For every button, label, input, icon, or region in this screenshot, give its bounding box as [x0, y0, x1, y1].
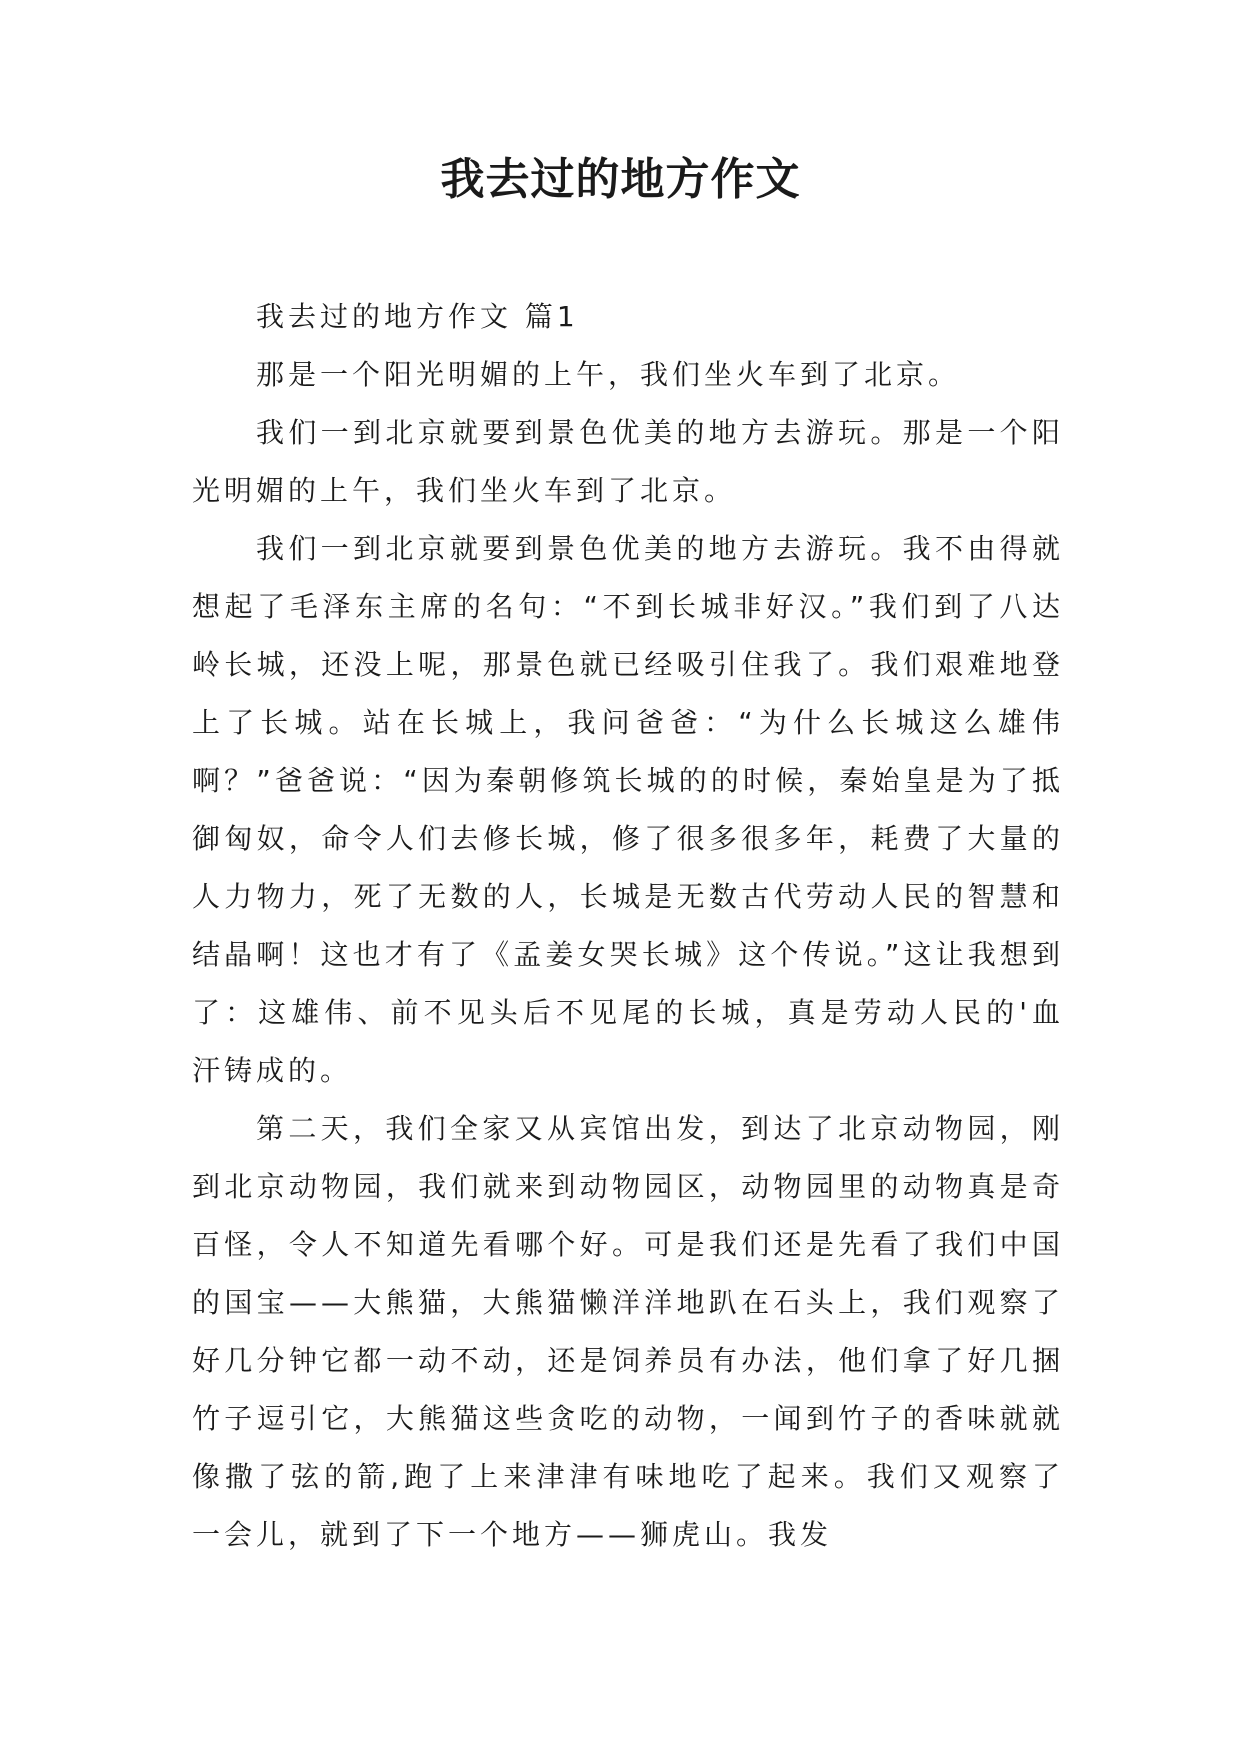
paragraph: 那是一个阳光明媚的上午，我们坐火车到了北京。: [256, 358, 961, 391]
document-title: 我去过的地方作文: [440, 154, 801, 205]
paragraph: 第二天，我们全家又从宾馆出发，到达了北京动物园，刚到北京动物园，我们就来到动物园区，动物园里的动物真是奇百怪，令人不知道先看哪个好。可是我们还是先看了我们中国的国宝——大熊猫，大熊猫懒洋洋地趴在石头上，我们观察了好几分钟它都一动不动，还是饲养员有办法，他们拿了好几捆竹子逗引它，大熊猫这些贪吃的动物，一闻到竹子的香味就就像撒了弦的箭,跑了上来津津有味地吃了起来。我们又观察了一会儿，就到了下一个地方——狮虎山。我发: [192, 1112, 1064, 1551]
paragraph: 我们一到北京就要到景色优美的地方去游玩。那是一个阳光明媚的上午，我们坐火车到了北京。: [192, 416, 1064, 507]
paragraph: 我们一到北京就要到景色优美的地方去游玩。我不由得就想起了毛泽东主席的名句：“不到长城非好汉。”我们到了八达岭长城，还没上呢，那景色就已经吸引住我了。我们艰难地登上了长城。站在长城上，我问爸爸：“为什么长城这么雄伟啊？”爸爸说：“因为秦朝修筑长城的的时候，秦始皇是为了抵御匈奴，命令人们去修长城，修了很多很多年，耗费了大量的人力物力，死了无数的人，长城是无数古代劳动人民的智慧和结晶啊！这也才有了《孟姜女哭长城》这个传说。”这让我想到了：这雄伟、前不见头后不见尾的长城，真是劳动人民的'血汗铸成的。: [192, 532, 1064, 1087]
document-body: [192, 288, 1064, 1564]
section-heading: 我去过的地方作文 篇1: [256, 300, 579, 333]
